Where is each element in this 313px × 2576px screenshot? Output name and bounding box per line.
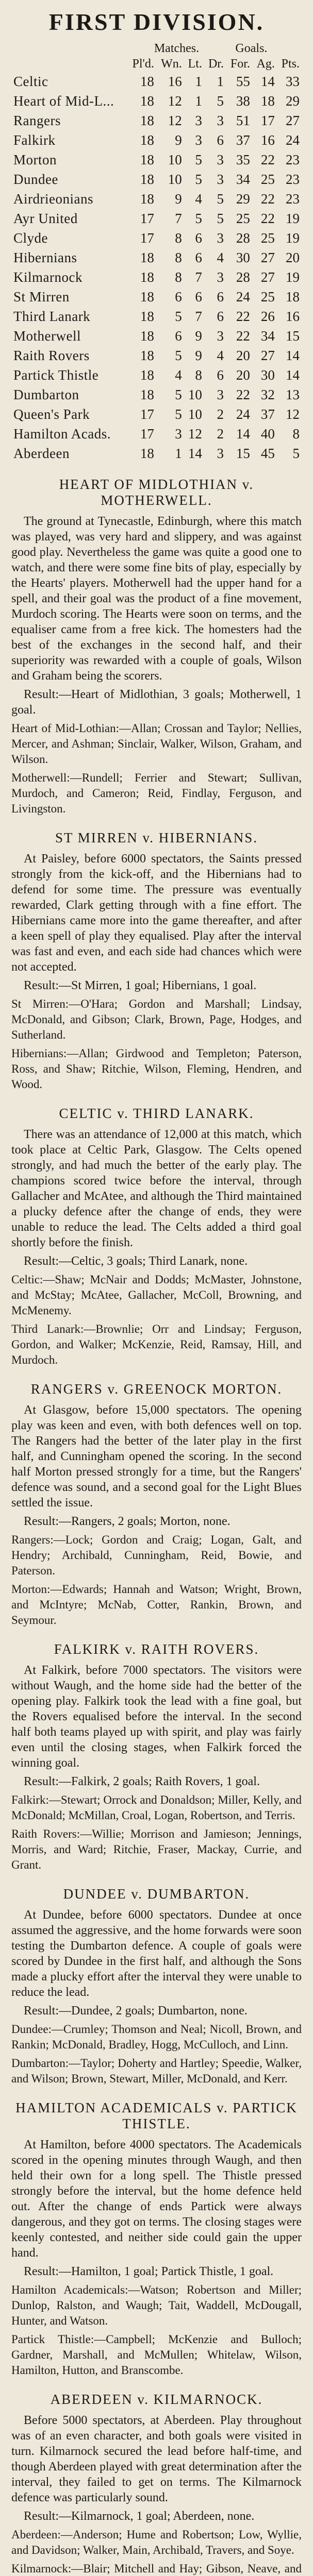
stat-cell: 1	[217, 74, 224, 89]
stat-cell: 16	[168, 74, 182, 89]
stat-cell: 6	[195, 250, 202, 265]
report-heading: ST MIRREN v. HIBERNIANS.	[55, 830, 258, 845]
stat-cell: 20	[286, 250, 300, 265]
stat-cell: 45	[260, 446, 275, 461]
stat-cell: 19	[286, 269, 300, 285]
stat-cell: 5	[175, 406, 182, 422]
stat-cell: 3	[217, 269, 224, 285]
stat-cell: 18	[140, 289, 154, 304]
table-row	[11, 326, 302, 346]
stat-cell: 18	[140, 348, 154, 363]
matches-group-label: Matches.	[154, 42, 200, 55]
report-heading: HAMILTON ACADEMICALS v. PARTICK THISTLE.	[15, 2100, 298, 2131]
club-name: Airdrieonians	[13, 191, 93, 207]
team-lineup: Partick Thistle:—Campbell; McKenzie and Bulloch; Gardner, Marshall, and McMullen; Whitelaw, Wilson, Hamilton, Hutton, and Branscombe.	[11, 2333, 302, 2377]
match-reports	[11, 477, 302, 2576]
club-name: Kilmarnock	[13, 269, 83, 285]
stat-cell: 20	[236, 348, 250, 363]
stat-cell: 14	[260, 74, 275, 89]
stat-cell: 28	[236, 230, 250, 246]
stat-cell: 6	[217, 367, 224, 383]
stat-cell: 17	[140, 406, 154, 422]
stat-cell: 29	[236, 191, 250, 207]
stat-cell: 18	[140, 172, 154, 187]
stat-cell: 1	[175, 446, 182, 461]
club-name: Raith Rovers	[13, 348, 90, 363]
stat-cell: 14	[286, 367, 300, 383]
first-division-rows	[11, 72, 302, 463]
stat-cell: 24	[236, 406, 250, 422]
stat-cell: 18	[140, 74, 154, 89]
stat-cell: 37	[260, 406, 275, 422]
match-report	[11, 477, 302, 817]
stat-cell: 4	[217, 348, 224, 363]
stat-cell: 14	[236, 426, 250, 442]
stat-cell: 9	[175, 191, 182, 207]
stat-cell: 3	[217, 446, 224, 461]
club-name: Hamilton Acads.	[13, 426, 111, 442]
team-lineup: Rangers:—Lock; Gordon and Craig; Logan, Galt, and Hendry; Archibald, Cunningham, Reid, Bowie, and Paterson.	[11, 1533, 302, 1577]
team-lineup: Falkirk:—Stewart; Orrock and Donaldson; Miller, Kelly, and McDonald; McMillan, Croal, Logan, Robertson, and Terris.	[11, 1793, 302, 1822]
table-row	[11, 228, 302, 248]
club-name: Partick Thistle	[13, 367, 99, 383]
stat-cell: 6	[175, 289, 182, 304]
report-paragraph: At Falkirk, before 7000 spectators. The visitors were without Waugh, and the home side had the better of the opening play. Falkirk took the lead with a fine goal, but the Rovers equalised before the interval. In the second half both teams played up with spirit, and play was fairly even until the closing stages, when Falkirk forced the winning goal.	[11, 1664, 302, 1770]
report-paragraph: At Dundee, before 6000 spectators. Dundee at once assumed the aggressive, and the home forwards were soon testing the Dumbarton defence. A couple of goals were scored by Dundee in the first half, and although the Sons made a plucky effort after the interval they were unable to reduce the lead.	[11, 1908, 302, 1999]
club-name: Motherwell	[13, 328, 81, 344]
stat-cell: 5	[195, 172, 202, 187]
stat-cell: 27	[286, 113, 300, 128]
report-heading: HEART OF MIDLOTHIAN v. MOTHERWELL.	[59, 477, 254, 508]
stat-cell: 40	[260, 426, 275, 442]
team-lineup: Hamilton Academicals:—Watson; Robertson and Miller; Dunlop, Ralston, and Waugh; Tait, Waddell, McDougall, Hunter, and Watson.	[11, 2283, 302, 2327]
club-name: Hibernians	[13, 250, 77, 265]
stat-cell: 14	[188, 446, 202, 461]
stat-cell: 17	[260, 113, 275, 128]
stat-cell: 19	[286, 211, 300, 226]
report-heading: ABERDEEN v. KILMARNOCK.	[50, 2392, 263, 2407]
stat-cell: 22	[236, 328, 250, 344]
report-paragraph: The ground at Tynecastle, Edinburgh, where this match was played, was very hard and slippery, and was against good play. Nevertheless the game was quite a good one to watch, and there were some fine bits of play, especially by the Hearts' players. Motherwell had the upper hand for a spell, and their goal was the product of a fine movement, Murdoch scoring. The Hearts were soon on terms, and the equaliser came from a free kick. The homesters had the best of the exchanges in the second half, and their superiority was rewarded with a couple of goals, Wilson and Graham being the scorers.	[11, 515, 302, 683]
report-paragraph: At Hamilton, before 4000 spectators. The Academicals scored in the opening minutes through Waugh, and then held their own for a long spell. The Thistle pressed strongly before the interval, but the home defence held out. After the change of ends Partick were always dangerous, and they got on terms. The closing stages were keenly contested, and neither side could gain the upper hand.	[11, 2138, 302, 2260]
report-paragraph: Result:—Heart of Midlothian, 3 goals; Motherwell, 1 goal.	[11, 688, 302, 717]
stat-cell: 35	[236, 152, 250, 167]
team-lineup: Dumbarton:—Taylor; Doherty and Hartley; Speedie, Walker, and Wilson; Brown, Stewart, Miller, McDonald, and Kerr.	[11, 2057, 302, 2085]
stat-cell: 34	[260, 328, 275, 344]
match-report	[11, 2100, 302, 2378]
table-row	[11, 111, 302, 130]
stat-cell: 4	[217, 250, 224, 265]
stat-cell: 9	[195, 328, 202, 344]
club-name: Third Lanark	[13, 309, 91, 324]
table-row	[11, 307, 302, 326]
stat-cell: 18	[140, 387, 154, 402]
stat-cell: 3	[217, 387, 224, 402]
report-heading: RANGERS v. GREENOCK MORTON.	[30, 1381, 283, 1397]
report-paragraph: At Glasgow, before 15,000 spectators. The opening play was keen and even, with both defences well on top. The Rangers had the better of the later play in the first half, and Cunningham opened the scoring. In the second half Morton pressed strongly for a time, but the Rangers' defence was sound, and a second goal for the Light Blues settled the issue.	[11, 1403, 302, 1510]
stat-cell: 18	[140, 367, 154, 383]
stat-cell: 7	[195, 269, 202, 285]
table-row	[11, 346, 302, 365]
club-name: Rangers	[13, 113, 61, 128]
stat-cell: 10	[168, 172, 182, 187]
stat-cell: 28	[236, 269, 250, 285]
stat-cell: 6	[195, 230, 202, 246]
stat-cell: 2	[217, 406, 224, 422]
team-lineup: Heart of Mid-Lothian:—Allan; Crossan and Taylor; Nellies, Mercer, and Ashman; Sinclair, Walker, Wilson, Graham, and Wilson.	[11, 722, 302, 766]
table-row	[11, 170, 302, 189]
table-row	[11, 150, 302, 170]
team-lineup: Hibernians:—Allan; Girdwood and Templeton; Paterson, Ross, and Shaw; Ritchie, Wilson, Fleming, Hendren, and Wood.	[11, 1047, 302, 1091]
stat-cell: 16	[260, 132, 275, 148]
team-lineup: St Mirren:—O'Hara; Gordon and Marshall; Lindsay, McDonald, and Gibson; Clark, Brown, Page, Hodges, and Sutherland.	[11, 997, 302, 1041]
stat-cell: 22	[260, 152, 275, 167]
stat-cell: 5	[217, 191, 224, 207]
table-row	[11, 404, 302, 424]
match-report	[11, 1886, 302, 2087]
stat-cell: 8	[292, 426, 300, 442]
stat-cell: 23	[286, 172, 300, 187]
team-lineup: Motherwell:—Rundell; Ferrier and Stewart; Sullivan, Murdoch, and Cameron; Reid, Findlay, Ferguson, and Livingston.	[11, 771, 302, 815]
stat-cell: 8	[175, 250, 182, 265]
stat-cell: 18	[140, 250, 154, 265]
stat-cell: 18	[140, 269, 154, 285]
column-header: Dr.	[208, 57, 224, 71]
stat-cell: 3	[175, 426, 182, 442]
stat-cell: 23	[286, 152, 300, 167]
stat-cell: 25	[260, 230, 275, 246]
club-name: Clyde	[13, 230, 48, 246]
stat-cell: 5	[175, 387, 182, 402]
stat-cell: 5	[217, 93, 224, 109]
report-paragraph: At Paisley, before 6000 spectators, the Saints pressed strongly from the kick-off, and the Hibernians had to defend for some time. The pressure was eventually rewarded, Clark getting through with a fine effort. The Hibernians came more into the game thereafter, and after a keen spell of play they equalised. Play after the interval was fast and even, and each side had chances which were not accepted.	[11, 852, 302, 974]
column-header: Pts.	[281, 57, 300, 71]
stat-cell: 18	[140, 132, 154, 148]
team-lineup: Kilmarnock:—Blair; Mitchell and Hay; Gibson, Neave, and	[11, 2562, 302, 2575]
stat-cell: 18	[140, 191, 154, 207]
club-name: Morton	[13, 152, 57, 167]
stat-cell: 51	[236, 113, 250, 128]
match-report	[11, 830, 302, 1092]
stat-cell: 6	[175, 328, 182, 344]
stat-cell: 5	[175, 348, 182, 363]
first-division-column-header	[11, 56, 302, 72]
stat-cell: 3	[217, 328, 224, 344]
match-report	[11, 2392, 302, 2576]
match-report	[11, 1381, 302, 1628]
goals-group-label: Goals.	[235, 42, 268, 55]
stat-cell: 2	[217, 426, 224, 442]
table-row	[11, 130, 302, 150]
table-row	[11, 189, 302, 209]
stat-cell: 1	[195, 74, 202, 89]
stat-cell: 7	[175, 211, 182, 226]
stat-cell: 3	[195, 132, 202, 148]
table-row	[11, 209, 302, 228]
stat-cell: 5	[195, 152, 202, 167]
stat-cell: 5	[292, 446, 300, 461]
team-lineup: Dundee:—Crumley; Thomson and Neal; Nicoll, Brown, and Rankin; McDonald, Bradley, Hogg, McCulloch, and Linn.	[11, 2023, 302, 2051]
stat-cell: 17	[140, 211, 154, 226]
stat-cell: 30	[236, 250, 250, 265]
stat-cell: 24	[286, 132, 300, 148]
stat-cell: 18	[140, 446, 154, 461]
stat-cell: 5	[217, 211, 224, 226]
stat-cell: 12	[168, 113, 182, 128]
stat-cell: 6	[195, 289, 202, 304]
report-paragraph: Before 5000 spectators, at Aberdeen. Play throughout was of an even character, and both goals were visited in turn. Kilmarnock secured the lead before half-time, and though Aberdeen played with great determination after the interval, they failed to get on terms. The Kilmarnock defence was particularly sound.	[11, 2414, 302, 2504]
club-name: Aberdeen	[13, 446, 70, 461]
first-division-title: FIRST DIVISION.	[48, 9, 265, 35]
report-paragraph: Result:—Rangers, 2 goals; Morton, none.	[24, 1515, 230, 1528]
stat-cell: 5	[195, 211, 202, 226]
stat-cell: 15	[236, 446, 250, 461]
stat-cell: 27	[260, 250, 275, 265]
stat-cell: 26	[260, 309, 275, 324]
table-row	[11, 248, 302, 267]
stat-cell: 9	[195, 348, 202, 363]
stat-cell: 30	[260, 367, 275, 383]
stat-cell: 6	[217, 132, 224, 148]
report-paragraph: Result:—Celtic, 3 goals; Third Lanark, none.	[24, 1255, 248, 1268]
stat-cell: 32	[260, 387, 275, 402]
stat-cell: 5	[175, 309, 182, 324]
stat-cell: 22	[260, 211, 275, 226]
stat-cell: 22	[260, 191, 275, 207]
table-row	[11, 267, 302, 287]
stat-cell: 24	[236, 289, 250, 304]
table-row	[11, 72, 302, 91]
stat-cell: 18	[286, 289, 300, 304]
stat-cell: 3	[217, 113, 224, 128]
team-lineup: Aberdeen:—Anderson; Hume and Robertson; Low, Wyllie, and Davidson; Walker, Main, Archibald, Travers, and Soye.	[11, 2528, 302, 2556]
club-name: Ayr United	[13, 211, 78, 226]
column-header: Lt.	[188, 57, 202, 71]
stat-cell: 8	[195, 367, 202, 383]
stat-cell: 22	[236, 309, 250, 324]
stat-cell: 6	[217, 289, 224, 304]
team-lineup: Celtic:—Shaw; McNair and Dodds; McMaster, Johnstone, and McStay; McAtee, Gallacher, McColl, Browning, and McMenemy.	[11, 1273, 302, 1317]
team-lineup: Third Lanark:—Brownlie; Orr and Lindsay; Ferguson, Gordon, and Walker; McKenzie, Reid, Ramsay, Hill, and Murdoch.	[11, 1323, 302, 1366]
stat-cell: 25	[260, 172, 275, 187]
stat-cell: 17	[140, 230, 154, 246]
stat-cell: 38	[236, 93, 250, 109]
stat-cell: 34	[236, 172, 250, 187]
table-row	[11, 424, 302, 444]
table-row	[11, 444, 302, 463]
stat-cell: 19	[286, 230, 300, 246]
club-name: Celtic	[13, 74, 48, 89]
match-report	[11, 1641, 302, 1873]
stat-cell: 7	[195, 309, 202, 324]
stat-cell: 15	[286, 328, 300, 344]
column-header: Pl'd.	[132, 57, 154, 71]
stat-cell: 4	[195, 191, 202, 207]
stat-cell: 25	[260, 289, 275, 304]
stat-cell: 3	[217, 172, 224, 187]
club-name: Dumbarton	[13, 387, 79, 402]
stat-cell: 27	[260, 348, 275, 363]
club-name: Queen's Park	[13, 406, 90, 422]
stat-cell: 14	[286, 348, 300, 363]
table-row	[11, 91, 302, 111]
stat-cell: 3	[195, 113, 202, 128]
team-lineup: Raith Rovers:—Willie; Morrison and Jamieson; Jennings, Morris, and Ward; Ritchie, Fraser, Mackay, Currie, and Grant.	[11, 1827, 302, 1871]
stat-cell: 13	[286, 387, 300, 402]
report-paragraph: Result:—St Mirren, 1 goal; Hibernians, 1 goal.	[24, 979, 257, 992]
stat-cell: 1	[195, 93, 202, 109]
stat-cell: 9	[175, 132, 182, 148]
stat-cell: 18	[140, 328, 154, 344]
stat-cell: 23	[286, 191, 300, 207]
stat-cell: 8	[175, 269, 182, 285]
stat-cell: 33	[286, 74, 300, 89]
stat-cell: 29	[286, 93, 300, 109]
report-paragraph: Result:—Falkirk, 2 goals; Raith Rovers, 1 goal.	[24, 1775, 260, 1788]
stat-cell: 10	[168, 152, 182, 167]
club-name: Heart of Mid-L...	[13, 93, 114, 109]
stat-cell: 18	[260, 93, 275, 109]
club-name: St Mirren	[13, 289, 70, 304]
stat-cell: 16	[286, 309, 300, 324]
column-header: Ag.	[256, 57, 275, 71]
club-name: Falkirk	[13, 132, 56, 148]
stat-cell: 6	[217, 309, 224, 324]
stat-cell: 10	[188, 387, 202, 402]
match-report	[11, 1106, 302, 1368]
stat-cell: 55	[236, 74, 250, 89]
team-lineup: Morton:—Edwards; Hannah and Watson; Wright, Brown, and McIntyre; McNab, Cotter, Rankin, Brown, and Seymour.	[11, 1583, 302, 1626]
first-division-table	[11, 41, 302, 463]
table-row	[11, 365, 302, 385]
report-heading: DUNDEE v. DUMBARTON.	[63, 1886, 250, 1902]
column-header: Wn.	[161, 57, 182, 71]
stat-cell: 18	[140, 309, 154, 324]
stat-cell: 3	[217, 152, 224, 167]
stat-cell: 25	[236, 211, 250, 226]
stat-cell: 22	[236, 387, 250, 402]
stat-cell: 37	[236, 132, 250, 148]
stat-cell: 3	[217, 230, 224, 246]
report-heading: CELTIC v. THIRD LANARK.	[59, 1106, 254, 1121]
stat-cell: 18	[140, 93, 154, 109]
stat-cell: 12	[188, 426, 202, 442]
report-paragraph: There was an attendance of 12,000 at this match, which took place at Celtic Park, Glasgow. The Celts opened strongly, and had much the better of the early play. The champions scored twice before the interval, through Gallacher and McAtee, and although the Third maintained a plucky defence after the change of ends, they were unable to reduce the lead. The Celts added a third goal shortly before the finish.	[11, 1128, 302, 1249]
stat-cell: 12	[286, 406, 300, 422]
stat-cell: 12	[168, 93, 182, 109]
stat-cell: 18	[140, 152, 154, 167]
table-row	[11, 385, 302, 404]
stat-cell: 8	[175, 230, 182, 246]
stat-cell: 4	[175, 367, 182, 383]
column-header: For.	[230, 57, 250, 71]
report-paragraph: Result:—Dundee, 2 goals; Dumbarton, none.	[24, 2004, 248, 2018]
stat-cell: 10	[188, 406, 202, 422]
club-name: Dundee	[13, 172, 58, 187]
table-row	[11, 287, 302, 307]
stat-cell: 27	[260, 269, 275, 285]
first-division-group-header	[11, 41, 302, 56]
report-paragraph: Result:—Hamilton, 1 goal; Partick Thistle, 1 goal.	[24, 2265, 274, 2278]
stat-cell: 20	[236, 367, 250, 383]
report-heading: FALKIRK v. RAITH ROVERS.	[54, 1641, 259, 1657]
report-paragraph: Result:—Kilmarnock, 1 goal; Aberdeen, none.	[24, 2510, 255, 2523]
stat-cell: 17	[140, 426, 154, 442]
stat-cell: 18	[140, 113, 154, 128]
